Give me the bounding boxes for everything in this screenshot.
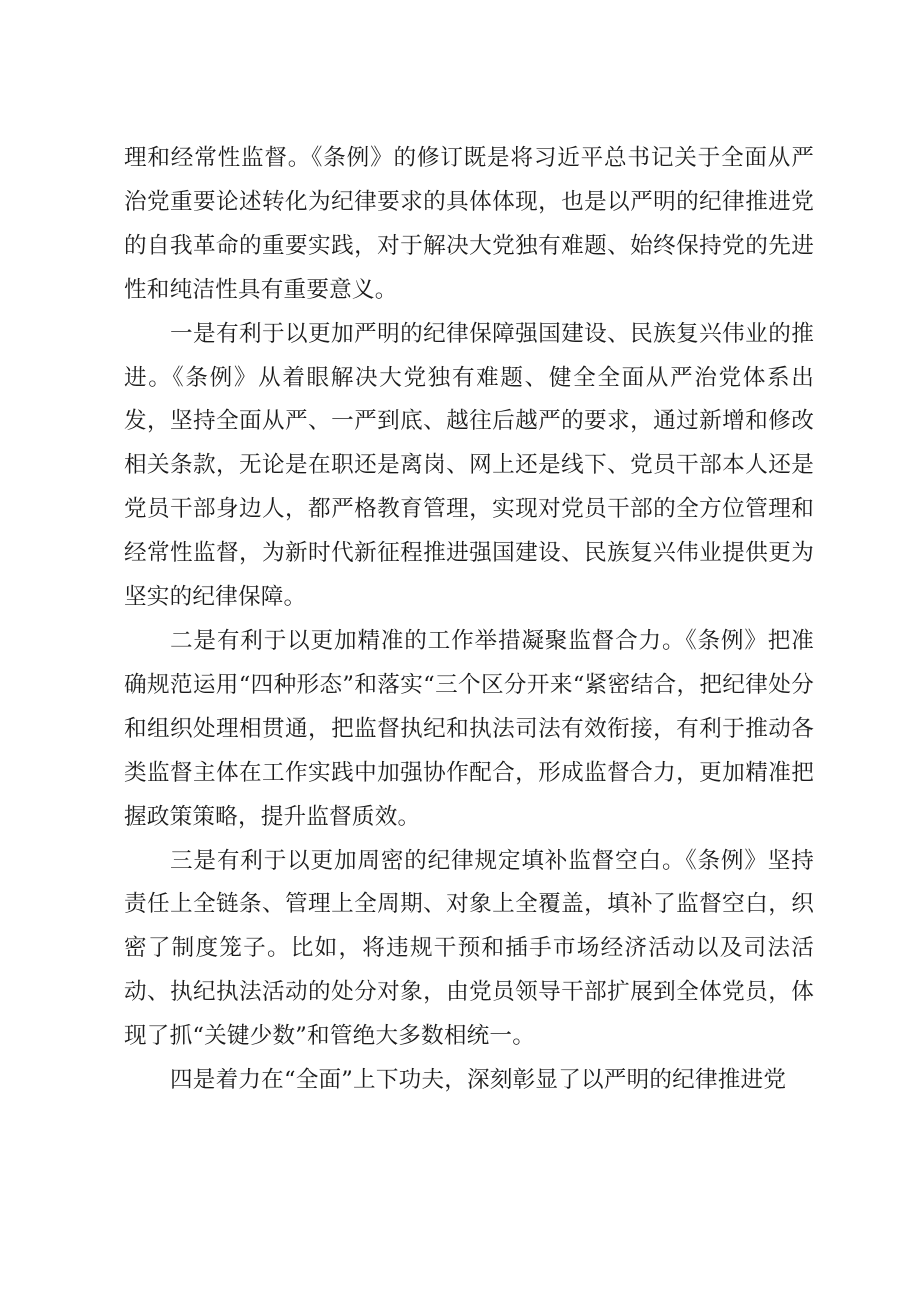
paragraph-2: 一是有利于以更加严明的纪律保障强国建设、民族复兴伟业的推进。《条例》从着眼解决大党独有难题、健全全面从严治党体系出发，坚持全面从严、一严到底、越往后越严的要求，通过新增和修改相关条款，无论是在职还是离岗、网上还是线下、党员干部本人还是党员干部身边人，都严格教育管理，实现对党员干部的全方位管理和经常性监督，为新时代新征程推进强国建设、民族复兴伟业提供更为坚实的纪律保障。 bbox=[124, 320, 814, 611]
paragraph-3: 二是有利于以更加精准的工作举措凝聚监督合力。《条例》把准确规范运用“四种形态”和落实“三个区分开来“紧密结合，把纪律处分和组织处理相贯通，把监督执纪和执法司法有效衔接，有利于推动各类监督主体在工作实践中加强协作配合，形成监督合力，更加精准把握政策策略，提升监督质效。 bbox=[124, 627, 814, 830]
paragraph-1: 理和经常性监督。《条例》的修订既是将习近平总书记关于全面从严治党重要论述转化为纪律要求的具体体现，也是以严明的纪律推进党的自我革命的重要实践，对于解决大党独有难题、始终保持党的先进性和纯洁性具有重要意义。 bbox=[124, 145, 814, 303]
paragraph-5: 四是着力在“全面”上下功夫，深刻彰显了以严明的纪律推进党 bbox=[170, 1067, 787, 1094]
document-body bbox=[124, 137, 814, 1103]
paragraph-4: 三是有利于以更加周密的纪律规定填补监督空白。《条例》坚持责任上全链条、管理上全周期、对象上全覆盖，填补了监督空白，织密了制度笼子。比如，将违规干预和插手市场经济活动以及司法活动、执纪执法活动的处分对象，由党员领导干部扩展到全体党员，体现了抓“关键少数”和管绝大多数相统一。 bbox=[124, 847, 814, 1050]
